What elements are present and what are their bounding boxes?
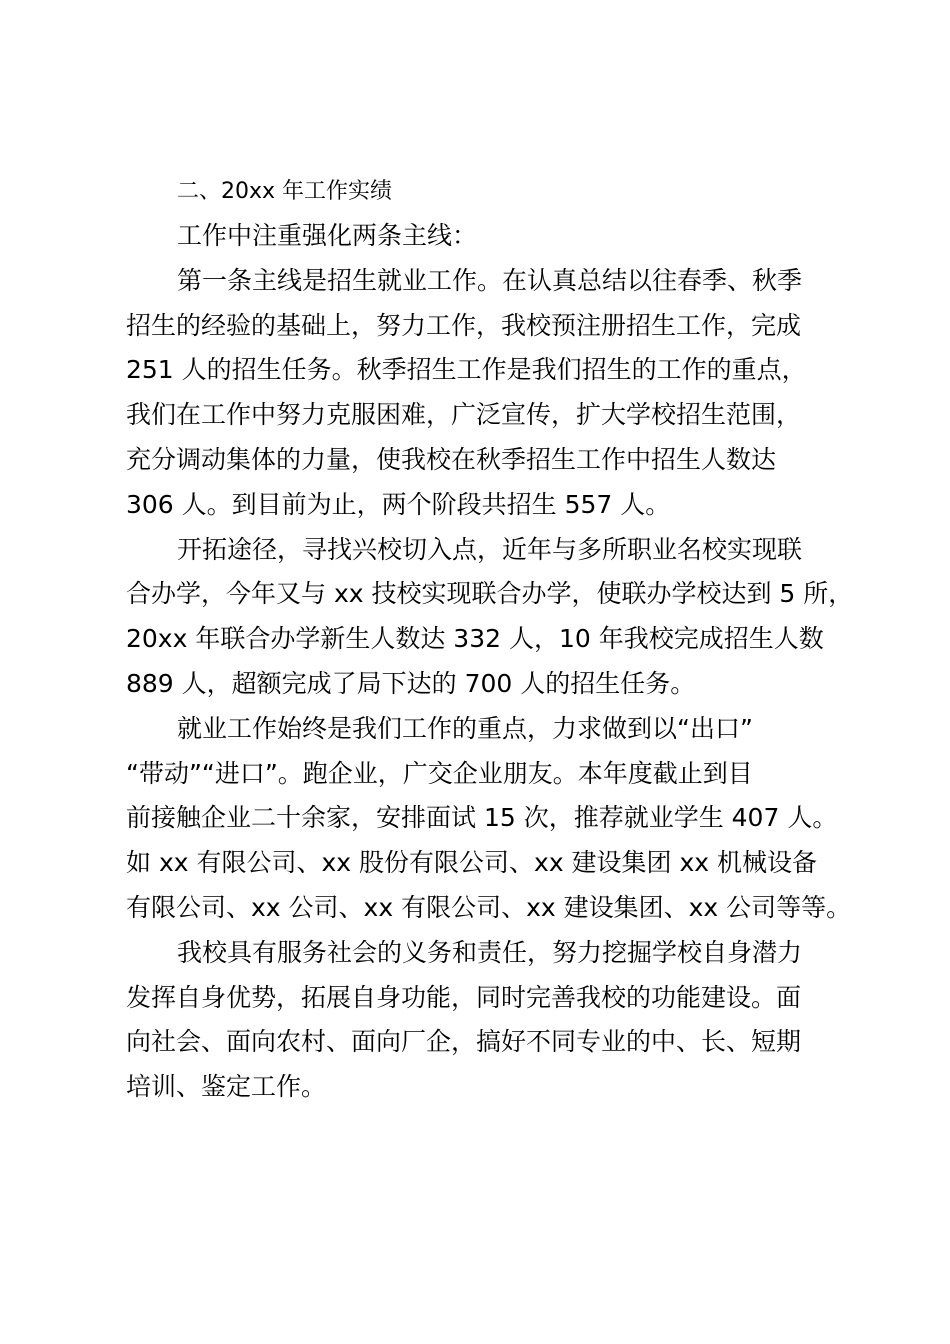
text-line: “带动”“进口”。跑企业，广交企业朋友。本年度截止到目 [126,758,753,788]
section-heading: 二、20xx 年工作实绩 [177,179,393,204]
text-line: 有限公司、xx 公司、xx 有限公司、xx 建设集团、xx 公司等等。 [126,892,852,922]
text-line: 251 人的招生任务。秋季招生工作是我们招生的工作的重点， [126,355,807,385]
text-line: 我们在工作中努力克服困难，广泛宣传，扩大学校招生范围， [126,400,802,430]
text-line: 第一条主线是招生就业工作。在认真总结以往春季、秋季 [177,265,803,295]
text-line: 充分调动集体的力量，使我校在秋季招生工作中招生人数达 [126,444,777,474]
text-line: 向社会、面向农村、面向厂企，搞好不同专业的中、长、短期 [126,1027,802,1057]
text-line: 20xx 年联合办学新生人数达 332 人，10 年我校完成招生人数 [126,624,824,654]
paragraph-social-service [126,931,836,1110]
text-line: 就业工作始终是我们工作的重点，力求做到以“出口” [177,713,753,743]
paragraph-employment [126,707,852,931]
text-line: 306 人。到目前为止，两个阶段共招生 557 人。 [126,489,671,519]
text-line: 如 xx 有限公司、xx 股份有限公司、xx 建设集团 xx 机械设备 [126,848,818,878]
text-line: 我校具有服务社会的义务和责任，努力挖掘学校自身潜力 [177,937,803,967]
text-line: 合办学，今年又与 xx 技校实现联合办学，使联办学校达到 5 所， [126,579,854,609]
text-line: 招生的经验的基础上，努力工作，我校预注册招生工作，完成 [126,310,802,340]
document-body [126,170,854,1110]
intro-line: 工作中注重强化两条主线： [177,221,478,250]
paragraph-joint-schooling [126,528,854,707]
text-line: 889 人，超额完成了局下达的 700 人的招生任务。 [126,668,696,698]
text-line: 培训、鉴定工作。 [126,1072,327,1102]
text-line: 前接触企业二十余家，安排面试 15 次，推荐就业学生 407 人。 [126,803,838,833]
paragraph-enrollment [126,259,836,528]
text-line: 开拓途径，寻找兴校切入点，近年与多所职业名校实现联 [177,534,803,564]
intro-paragraph [126,214,836,259]
text-line: 发挥自身优势，拓展自身功能，同时完善我校的功能建设。面 [126,982,802,1012]
